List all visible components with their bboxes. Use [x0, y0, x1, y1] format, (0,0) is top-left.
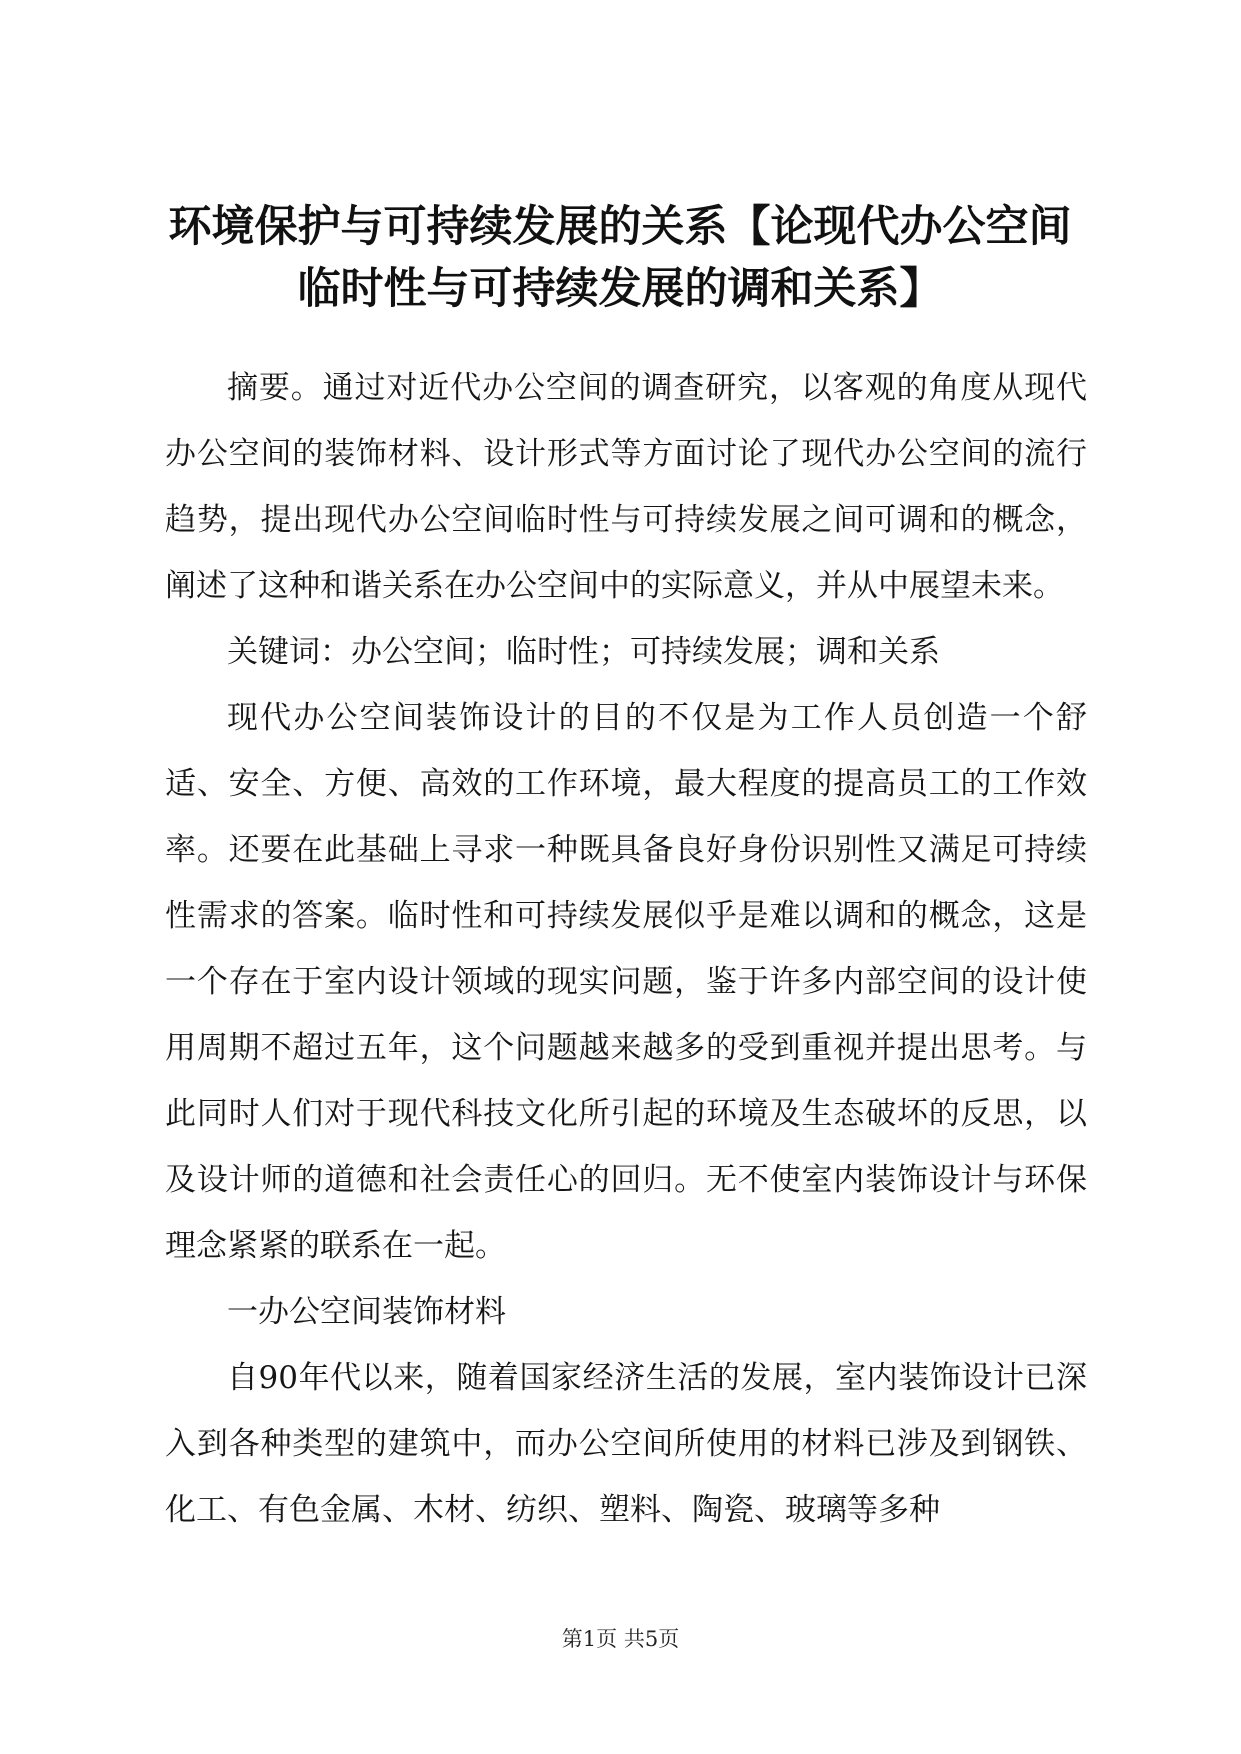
- section-paragraph: 自90年代以来，随着国家经济生活的发展，室内装饰设计已深入到各种类型的建筑中，而办公空间所使用的材料已涉及到钢铁、化工、有色金属、木材、纺织、塑料、陶瓷、玻璃等多种: [165, 1360, 1087, 1528]
- section-heading: 一办公空间装饰材料: [227, 1294, 506, 1330]
- document-body: [165, 355, 1087, 1543]
- page-number-footer: 第1页 共5页: [561, 1627, 680, 1651]
- intro-paragraph: 现代办公空间装饰设计的目的不仅是为工作人员创造一个舒适、安全、方便、高效的工作环境，最大程度的提高员工的工作效率。还要在此基础上寻求一种既具备良好身份识别性又满足可持续性需求的答案。临时性和可持续发展似乎是难以调和的概念，这是一个存在于室内设计领域的现实问题，鉴于许多内部空间的设计使用周期不超过五年，这个问题越来越多的受到重视并提出思考。与此同时人们对于现代科技文化所引起的环境及生态破坏的反思，以及设计师的道德和社会责任心的回归。无不使室内装饰设计与环保理念紧紧的联系在一起。: [165, 700, 1087, 1264]
- document-title: 环境保护与可持续发展的关系【论现代办公空间临时性与可持续发展的调和关系】: [168, 202, 1072, 314]
- abstract-paragraph: 摘要。通过对近代办公空间的调查研究，以客观的角度从现代办公空间的装饰材料、设计形式等方面讨论了现代办公空间的流行趋势，提出现代办公空间临时性与可持续发展之间可调和的概念，阐述了这种和谐关系在办公空间中的实际意义，并从中展望未来。: [165, 370, 1087, 604]
- keywords-paragraph: 关键词：办公空间；临时性；可持续发展；调和关系: [227, 634, 940, 670]
